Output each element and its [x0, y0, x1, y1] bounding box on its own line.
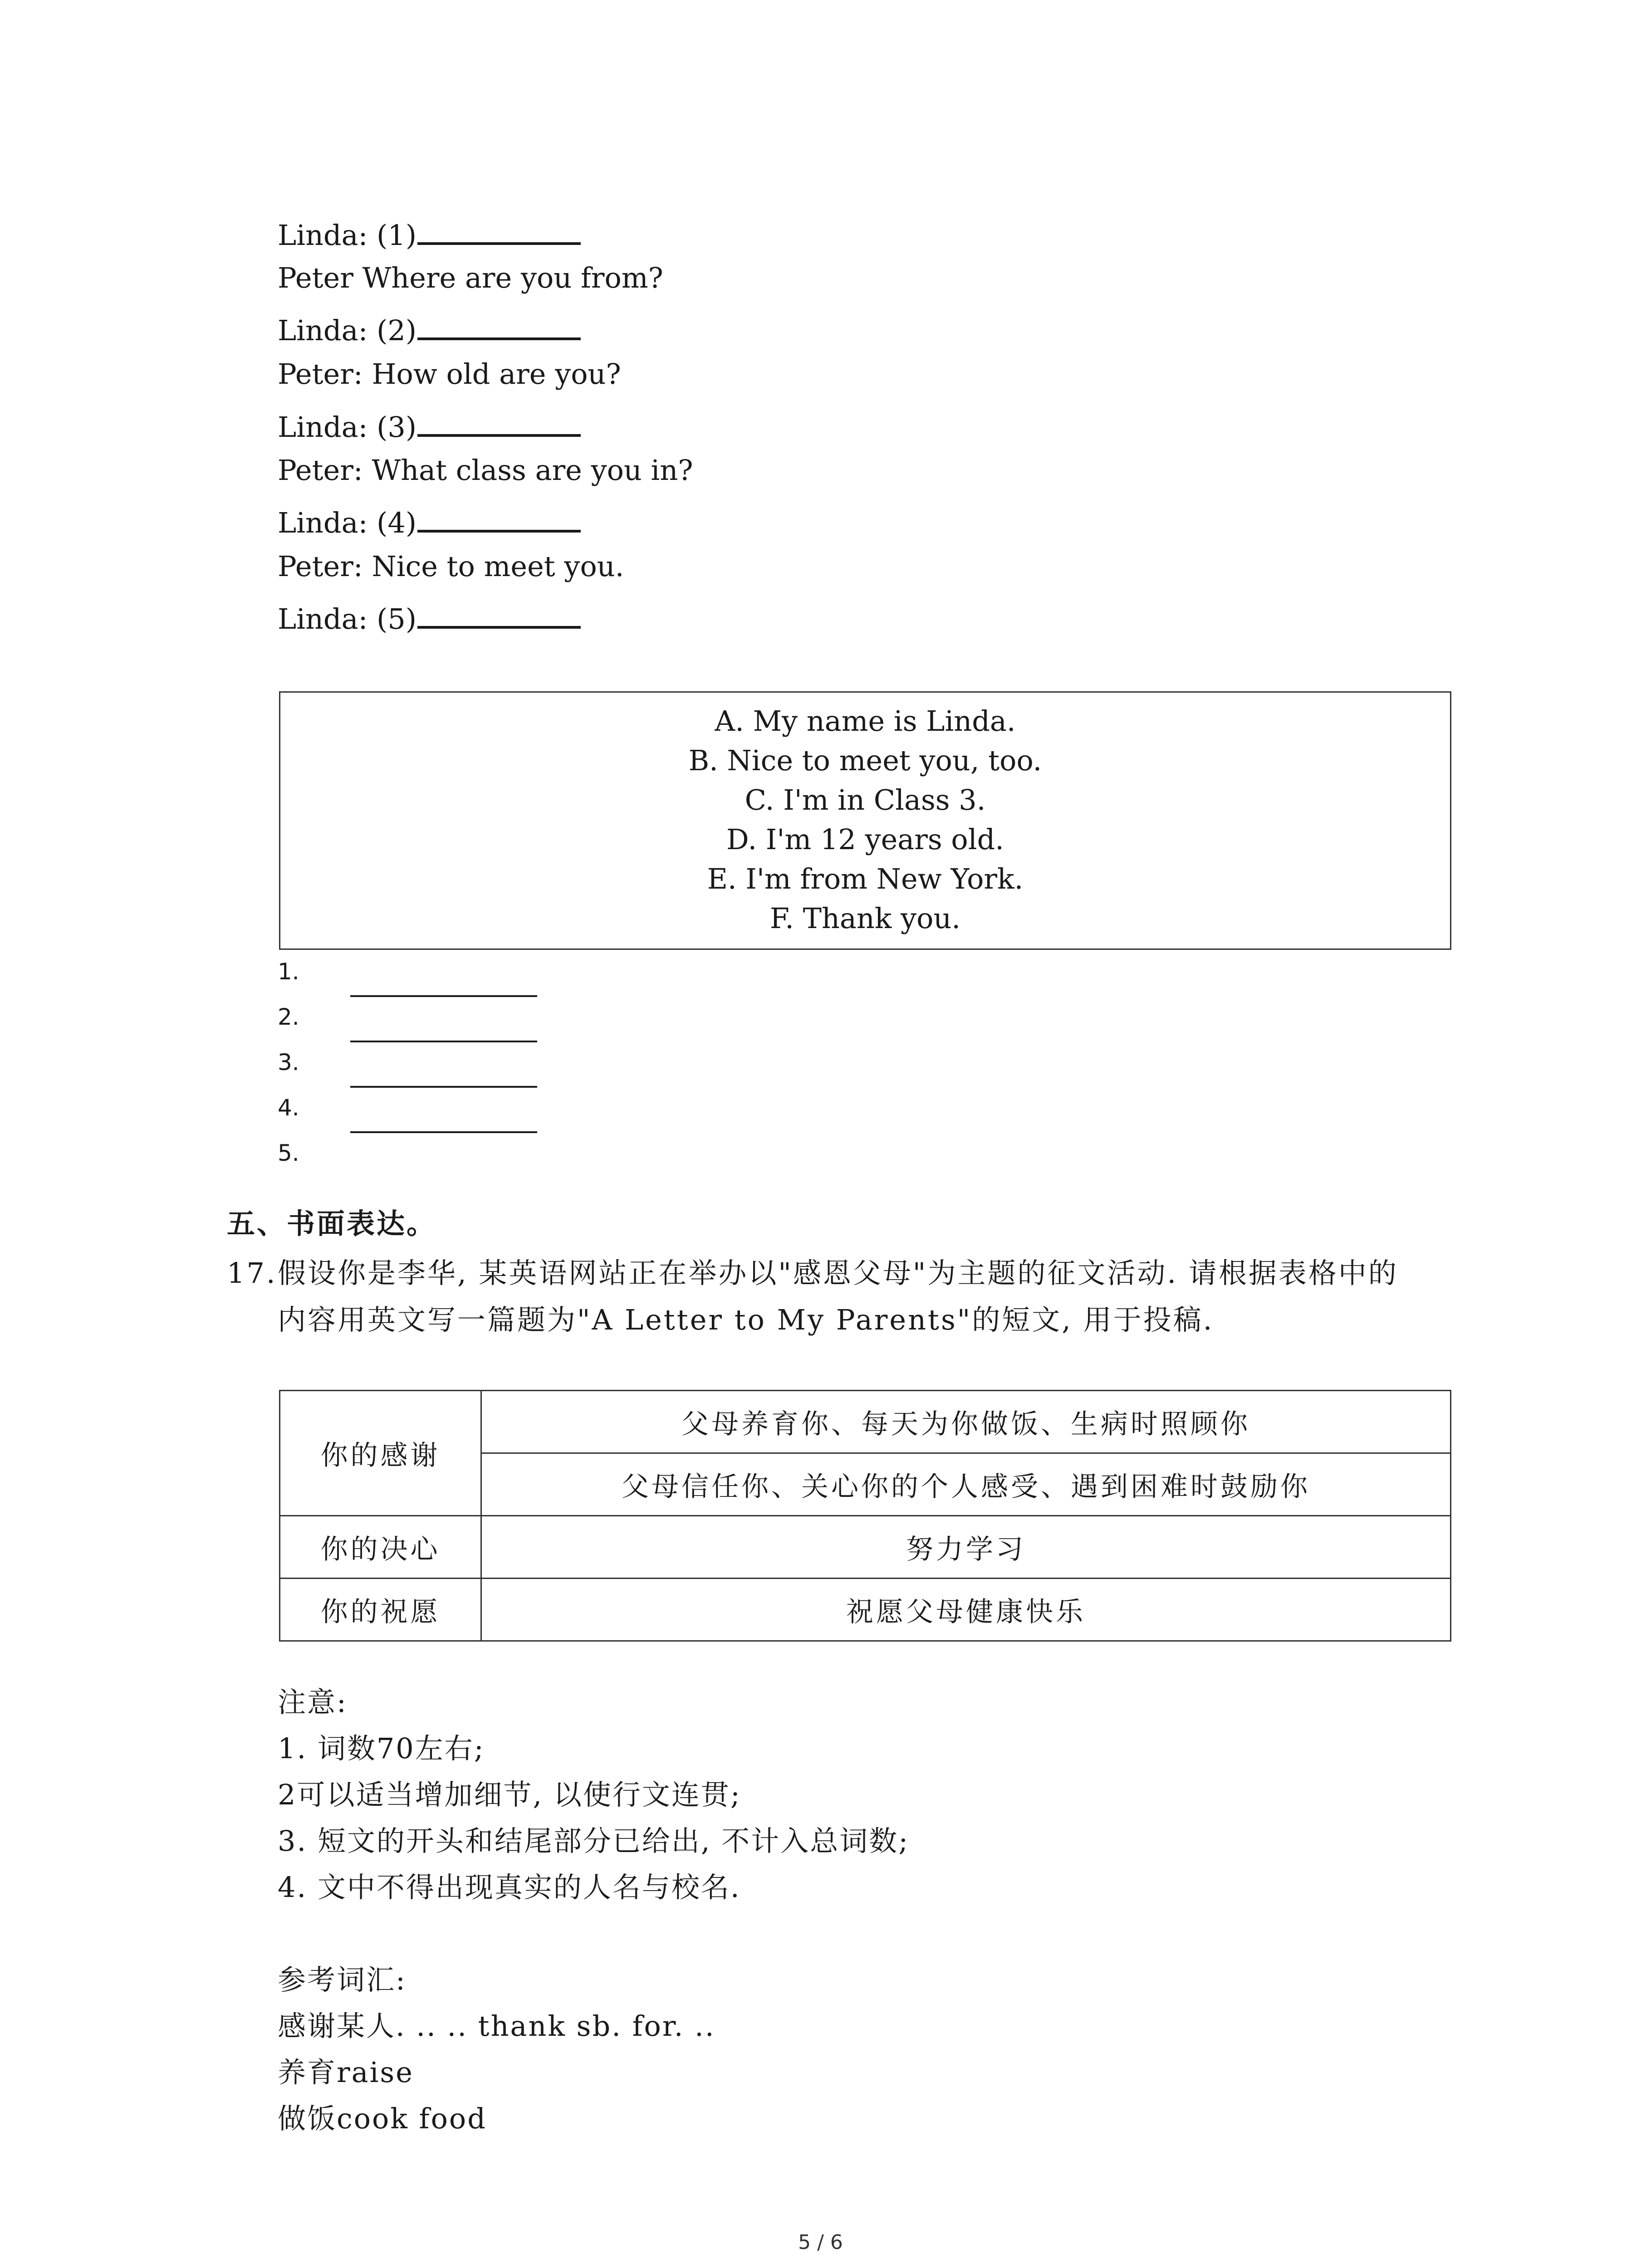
- dialogue-line-3: [278, 309, 581, 347]
- dialogue-line-5: [278, 406, 581, 444]
- note-item: 1. 词数70左右;: [278, 1732, 485, 1765]
- dialogue-text: Linda: (4): [278, 506, 417, 539]
- dialogue-line-8: [278, 550, 624, 583]
- answer-number-3: 3.: [278, 1049, 299, 1075]
- answer-blank[interactable]: [417, 309, 581, 340]
- question-number: 17.: [227, 1256, 277, 1290]
- answer-blank[interactable]: [417, 598, 581, 629]
- vocab-item: 感谢某人. .. .. thank sb. for. ..: [278, 2009, 715, 2043]
- notes-title: 注意:: [278, 1686, 348, 1719]
- answer-blank[interactable]: [417, 502, 581, 533]
- dialogue-text: Linda: (1): [278, 219, 417, 252]
- page-number: 5 / 6: [798, 2231, 843, 2254]
- option-d: D. I'm 12 years old.: [726, 823, 1004, 856]
- table-row: [280, 1516, 1451, 1579]
- answer-line-2[interactable]: [350, 1041, 537, 1042]
- dialogue-text: Linda: (3): [278, 411, 417, 444]
- question-prompt-line-2: 内容用英文写一篇题为"A Letter to My Parents"的短文, 用于投稿.: [278, 1303, 1214, 1336]
- table-cell-thanks-1: 父母养育你、每天为你做饭、生病时照顾你: [481, 1391, 1451, 1453]
- dialogue-text: Peter Where are you from?: [278, 261, 663, 294]
- table-cell-thanks-2: 父母信任你、关心你的个人感受、遇到困难时鼓励你: [481, 1453, 1451, 1516]
- answer-number-1: 1.: [278, 958, 299, 985]
- answer-blank[interactable]: [417, 214, 581, 245]
- table-row-label-resolve: 你的决心: [280, 1516, 481, 1579]
- dialogue-line-2: [278, 261, 663, 295]
- dialogue-line-7: [278, 502, 581, 540]
- options-box: [279, 691, 1451, 950]
- section-title: 五、书面表达。: [227, 1207, 437, 1240]
- answer-line-4[interactable]: [350, 1131, 537, 1133]
- question-prompt-line-1: 假设你是李华, 某英语网站正在举办以"感恩父母"为主题的征文活动. 请根据表格中的: [278, 1256, 1398, 1290]
- option-a: A. My name is Linda.: [715, 704, 1016, 738]
- vocab-item: 养育raise: [278, 2056, 414, 2089]
- vocab-title: 参考词汇:: [278, 1963, 407, 1996]
- note-item: 4. 文中不得出现真实的人名与校名.: [278, 1871, 741, 1904]
- vocab-item: 做饭cook food: [278, 2102, 487, 2135]
- table-cell-resolve: 努力学习: [481, 1516, 1451, 1579]
- table-row-label-wish: 你的祝愿: [280, 1579, 481, 1641]
- dialogue-line-6: [278, 454, 693, 487]
- table-row: [280, 1579, 1451, 1641]
- dialogue-line-9: [278, 598, 581, 636]
- dialogue-text: Peter: Nice to meet you.: [278, 550, 624, 583]
- table-row: [280, 1391, 1451, 1453]
- dialogue-line-1: [278, 214, 581, 252]
- option-b: B. Nice to meet you, too.: [688, 744, 1042, 777]
- table-cell-wish: 祝愿父母健康快乐: [481, 1579, 1451, 1641]
- answer-blank[interactable]: [417, 406, 581, 437]
- content-table: [279, 1390, 1451, 1642]
- answer-number-4: 4.: [278, 1095, 299, 1121]
- note-item: 2可以适当增加细节, 以使行文连贯;: [278, 1778, 741, 1811]
- answer-number-5: 5.: [278, 1140, 299, 1166]
- dialogue-text: Peter: What class are you in?: [278, 454, 693, 487]
- dialogue-line-4: [278, 357, 621, 391]
- option-f: F. Thank you.: [769, 902, 961, 935]
- dialogue-text: Linda: (2): [278, 314, 417, 347]
- answer-line-3[interactable]: [350, 1086, 537, 1088]
- answer-line-1[interactable]: [350, 995, 537, 997]
- note-item: 3. 短文的开头和结尾部分已给出, 不计入总词数;: [278, 1824, 910, 1857]
- dialogue-text: Linda: (5): [278, 602, 417, 635]
- option-e: E. I'm from New York.: [707, 862, 1024, 895]
- option-c: C. I'm in Class 3.: [745, 783, 986, 816]
- answer-number-2: 2.: [278, 1004, 299, 1030]
- dialogue-text: Peter: How old are you?: [278, 357, 621, 391]
- table-row-label-thanks: 你的感谢: [280, 1391, 481, 1516]
